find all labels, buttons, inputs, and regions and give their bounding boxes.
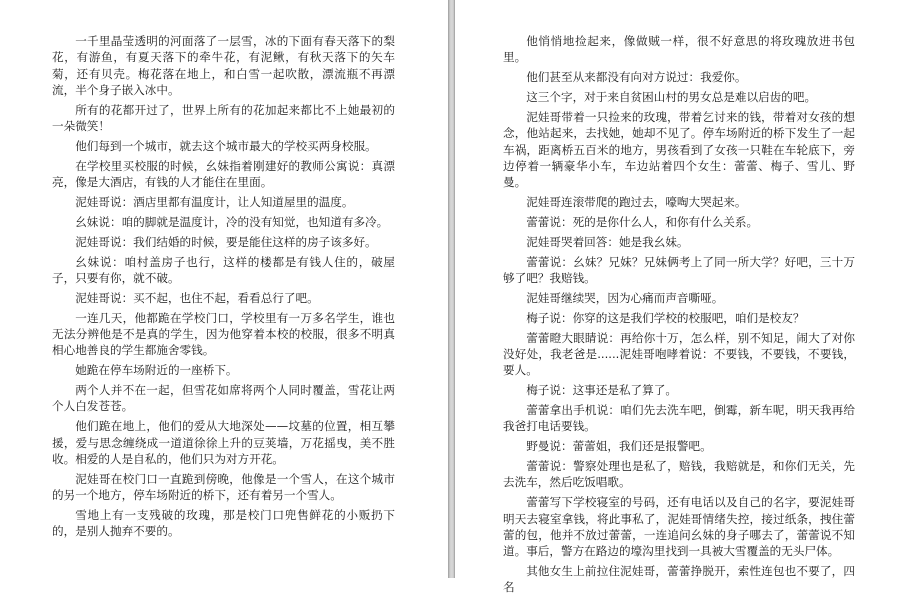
paragraph: 泥娃哥继续哭，因为心痛而声音嘶哑。 <box>526 290 724 305</box>
paragraph: 其他女生上前拉住泥娃哥，蕾蕾挣脱开，索性连包也不要了，四名 <box>503 564 855 595</box>
paragraph: 蕾蕾拿出手机说：咱们先去洗车吧，倒霉，新车呢，明天我再给我爸打电话要钱。 <box>503 403 855 434</box>
right-page-text <box>503 33 855 599</box>
paragraph: 一连几天，他都跪在学校门口，学校里有一万多名学生，谁也无法分辨他是不是真的学生，因为他穿着本校的校服，很多不明真相心地善良的学生都施舍零钱。 <box>52 310 395 358</box>
paragraph: 这三个字，对于来自贫困山村的男女总是难以启齿的吧。 <box>526 90 817 105</box>
paragraph: 泥娃哥在校门口一直跪到傍晚，他像是一个雪人，在这个城市的另一个地方，停车场附近的桥下，还有着另一个雪人。 <box>52 471 395 503</box>
page-gutter <box>448 0 455 578</box>
paragraph: 野曼说：蕾蕾姐，我们还是报警吧。 <box>526 439 712 454</box>
paragraph: 一千里晶莹透明的河面落了一层雪，冰的下面有春天落下的梨花，有游鱼，有夏天落下的牵牛花，有泥鳅，有秋天落下的矢车菊，还有贝壳。梅花落在地上，和白雪一起吹散，漂流瓶不再漂流，半个身子嵌入冰中。 <box>52 34 395 97</box>
paragraph: 他们跪在地上，他们的爱从大地深处——坟墓的位置，相互攀援，爱与思念缠绕成一道道徐徐上升的豆荚墙，万花摇曳，美不胜收。相爱的人是自私的，他们只为对方开花。 <box>52 419 395 466</box>
paragraph: 幺妹说：咱村盖房子也行，这样的楼都是有钱人住的，破屋子，只要有你，就不破。 <box>52 254 395 286</box>
paragraph: 泥娃哥说：买不起，也住不起，看看总行了吧。 <box>75 290 319 305</box>
paragraph: 蕾蕾写下学校寝室的号码，还有电话以及自己的名字，要泥娃哥明天去寝室拿钱，将此事私了，泥娃哥情绪失控，接过纸条，拽住蕾蕾的包，他并不放过蕾蕾，一连追问幺妹的身子哪去了，蕾蕾说不知道。事后，警方在路边的壕沟里找到一具被大雪覆盖的无头尸体。 <box>503 495 855 559</box>
paragraph: 所有的花都开过了，世界上所有的花加起来都比不上她最初的一朵微笑！ <box>52 102 395 134</box>
paragraph: 他悄悄地捡起来，像做贼一样，很不好意思的将玫瑰放进书包里。 <box>503 34 855 65</box>
left-page <box>0 0 448 578</box>
paragraph: 他们甚至从来都没有向对方说过：我爱你。 <box>526 70 747 85</box>
paragraph: 泥娃哥说：我们结婚的时候，要是能住这样的房子该多好。 <box>75 234 377 249</box>
paragraph: 他们每到一个城市，就去这个城市最大的学校买两身校服。 <box>75 138 377 153</box>
paragraph: 她跪在停车场附近的一座桥下。 <box>75 363 238 378</box>
paragraph: 两个人并不在一起，但雪花如席将两个人同时覆盖，雪花让两个人白发苍苍。 <box>52 383 395 414</box>
paragraph: 梅子说：这事还是私了算了。 <box>526 383 677 398</box>
left-page-text <box>52 33 395 543</box>
paragraph: 幺妹说：咱的脚就是温度计，冷的没有知觉，也知道有多冷。 <box>75 214 389 229</box>
paragraph: 泥娃哥连滚带爬的跑过去，嚎啕大哭起来。 <box>526 195 747 210</box>
paragraph: 蕾蕾说：幺妹？兄妹？兄妹俩考上了同一所大学？好吧，三十万够了吧？我赔钱。 <box>503 254 855 286</box>
paragraph: 蕾蕾说：死的是你什么人，和你有什么关系。 <box>526 214 759 229</box>
paragraph: 泥娃哥带着一只捡来的玫瑰，带着乞讨来的钱，带着对女孩的想念，他站起来，去找她，她却不见了。停车场附近的桥下发生了一起车祸，距离桥五百米的地方，男孩看到了女孩一只鞋在车轮底下，旁边停着一辆豪华小车，车边站着四个女生：蕾蕾、梅子、雪儿、野曼。 <box>503 109 855 190</box>
paragraph: 蕾蕾瞪大眼睛说：再给你十万，怎么样，别不知足，闹大了对你没好处，我老爸是......泥娃哥咆哮着说：不要钱，不要钱，不要钱，要人。 <box>503 330 855 378</box>
paragraph: 泥娃哥哭着回答：她是我幺妹。 <box>526 234 689 249</box>
right-page <box>455 0 900 595</box>
paragraph: 蕾蕾说：警察处理也是私了，赔钱，我赔就是，和你们无关，先去洗车，然后吃饭唱歌。 <box>503 459 855 490</box>
paragraph: 雪地上有一支残破的玫瑰，那是校门口兜售鲜花的小贩扔下的，是别人抛弃不要的。 <box>52 508 395 539</box>
paragraph: 梅子说：你穿的这是我们学校的校服吧，咱们是校友？ <box>526 310 805 325</box>
paragraph: 泥娃哥说：酒店里都有温度计，让人知道屋里的温度。 <box>75 195 354 210</box>
paragraph: 在学校里买校服的时候，幺妹指着刚建好的教师公寓说：真漂亮，像是大酒店，有钱的人才能住在里面。 <box>52 158 395 190</box>
